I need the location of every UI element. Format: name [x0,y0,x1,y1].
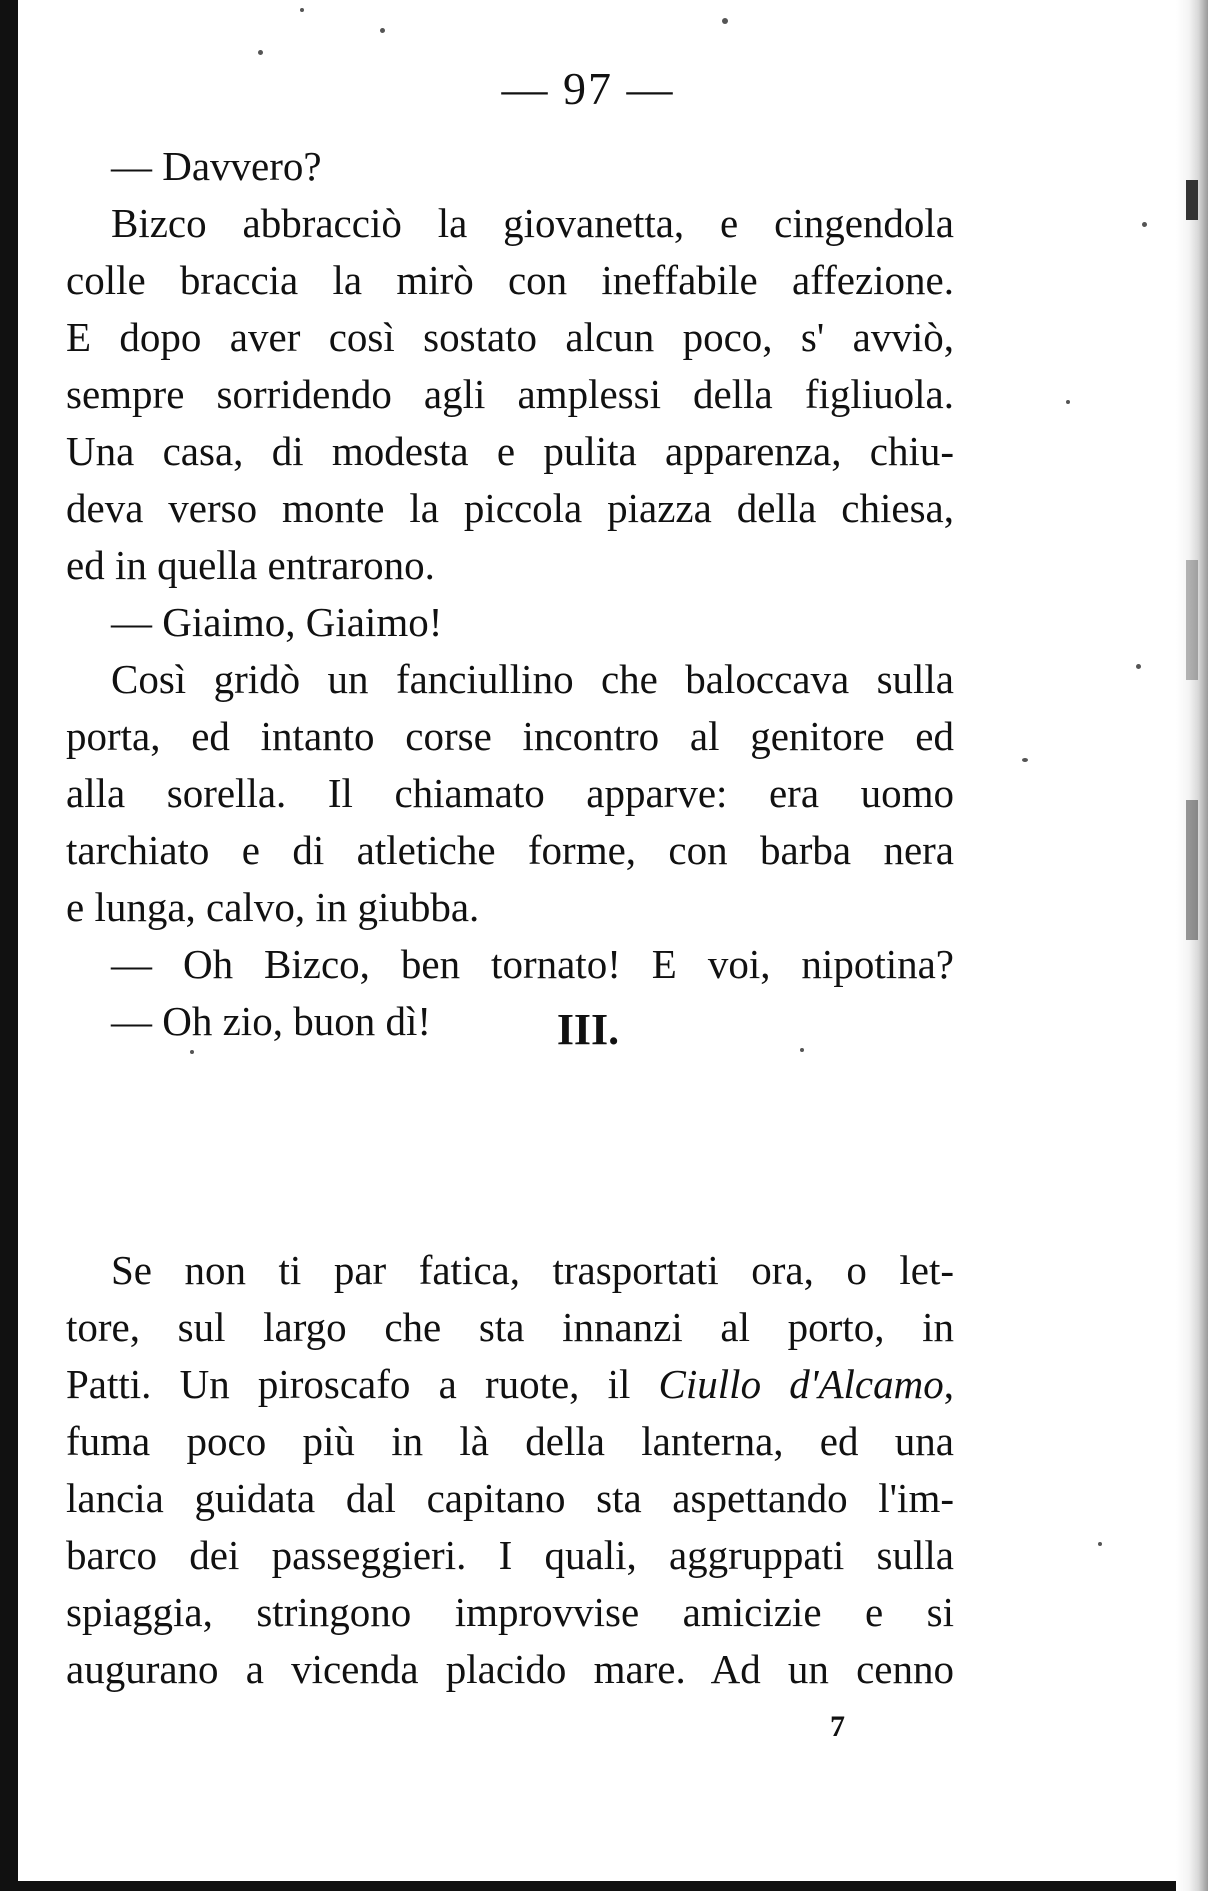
text-line: barco dei passeggieri. I quali, aggruppati sulla [66,1532,954,1578]
text-line: tore, sul largo che sta innanzi al porto, in [66,1304,954,1350]
text-line: — Giaimo, Giaimo! [111,599,443,645]
text-line: E dopo aver così sostato alcun poco, s' avviò, [66,314,954,360]
text-line: Una casa, di modesta e pulita apparenza, chiu- [66,428,954,474]
scan-left-border [0,0,18,1891]
text-line: Così gridò un fanciullino che baloccava sulla [111,656,954,702]
text-line: alla sorella. Il chiamato apparve: era uomo [66,770,954,816]
text-line: lancia guidata dal capitano sta aspettando l'im- [66,1475,954,1521]
text-line: spiaggia, stringono improvvise amicizie e si [66,1589,954,1635]
printer-signature: 7 [830,1710,845,1743]
text-line: colle braccia la mirò con ineffabile affezione. [66,257,954,303]
text-line: tarchiato e di atletiche forme, con barba nera [66,827,954,873]
text-line: — Davvero? [111,143,322,189]
text-block-2 [66,1242,954,1698]
scan-bottom-border [0,1881,1208,1891]
text-block-1 [66,138,954,1050]
text-line: fuma poco più in là della lanterna, ed una [66,1418,954,1464]
page-number: — 97 — [501,63,675,114]
text-segment: , [943,1361,954,1407]
text-line: Bizco abbracciò la giovanetta, e cingendola [111,200,954,246]
page-right-edge [1176,0,1208,1891]
text-line: ed in quella entrarono. [66,542,435,588]
text-line: sempre sorridendo agli amplessi della figliuola. [66,371,954,417]
text-line: augurano a vicenda placido mare. Ad un cenno [66,1646,954,1692]
text-line: porta, ed intanto corse incontro al genitore ed [66,713,954,759]
text-segment: Patti. Un piroscafo a ruote, il [66,1361,659,1407]
text-line: — Oh zio, buon dì! [111,998,431,1044]
text-line: Se non ti par fatica, trasportati ora, o let- [111,1247,954,1293]
text-line: — Oh Bizco, ben tornato! E voi, nipotina? [111,941,954,987]
text-line: deva verso monte la piccola piazza della chiesa, [66,485,954,531]
section-heading: III. [556,1005,620,1054]
text-line [66,1356,954,1413]
text-line: e lunga, calvo, in giubba. [66,884,480,930]
ship-name: Ciullo d'Alcamo [658,1361,944,1407]
